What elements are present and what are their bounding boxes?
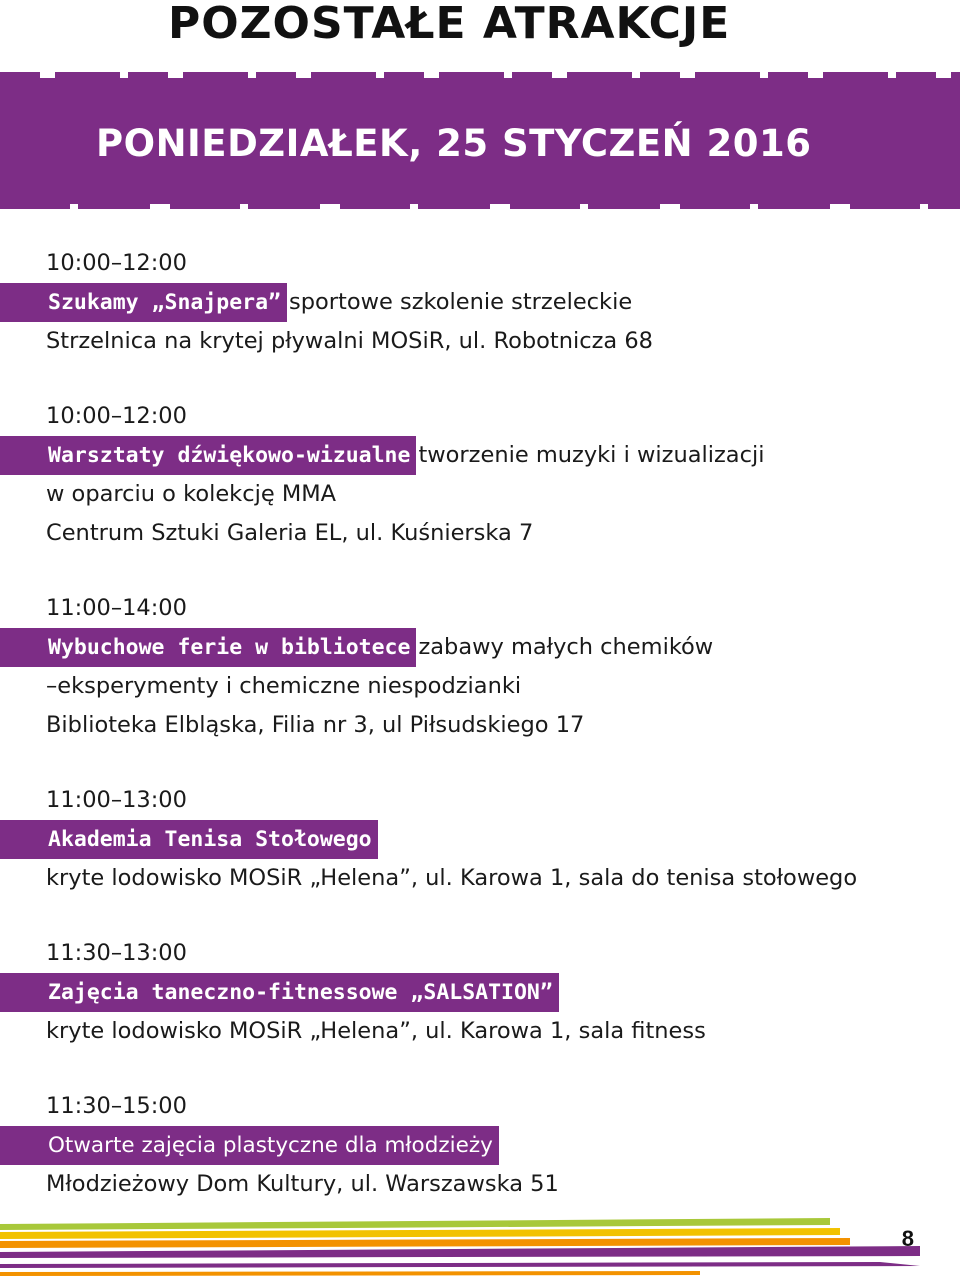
stripe-purple <box>0 1246 920 1258</box>
event-description-cont: w oparciu o kolekcję MMA <box>46 481 337 507</box>
event-time: 11:00–14:00 <box>46 595 187 621</box>
stripe-yellow <box>0 1228 840 1239</box>
event-name: Otwarte zajęcia plastyczne dla młodzieży <box>0 1126 499 1165</box>
event-time: 11:00–13:00 <box>46 787 187 813</box>
event-name: Warsztaty dźwiękowo-wizualne <box>0 436 416 475</box>
event-time: 10:00–12:00 <box>46 250 187 276</box>
events-list <box>46 244 946 1240</box>
event-name: Zajęcia taneczno-fitnessowe „SALSATION” <box>0 973 559 1012</box>
event-item <box>46 397 946 553</box>
date-banner-text: PONIEDZIAŁEK, 25 STYCZEŃ 2016 <box>96 122 812 165</box>
decorative-stripes <box>0 1218 960 1283</box>
stripe-orange-low <box>0 1271 700 1276</box>
event-time: 10:00–12:00 <box>46 403 187 429</box>
event-name: Wybuchowe ferie w bibliotece <box>0 628 416 667</box>
event-location: kryte lodowisko MOSiR „Helena”, ul. Karowa 1, sala fitness <box>46 1018 706 1044</box>
stripe-orange <box>0 1238 850 1248</box>
event-item <box>46 244 946 361</box>
event-item <box>46 589 946 745</box>
event-location: Strzelnica na krytej pływalni MOSiR, ul. Robotnicza 68 <box>46 328 653 354</box>
event-description: sportowe szkolenie strzeleckie <box>289 289 633 315</box>
page-title: POZOSTAŁE ATRAKCJE <box>168 0 731 49</box>
event-location: kryte lodowisko MOSiR „Helena”, ul. Karowa 1, sala do tenisa stołowego <box>46 865 858 891</box>
event-description-cont: –eksperymenty i chemiczne niespodzianki <box>46 673 522 699</box>
event-item <box>46 934 946 1051</box>
event-description: zabawy małych chemików <box>418 634 714 660</box>
page-number: 8 <box>901 1226 914 1251</box>
event-name: Szukamy „Snajpera” <box>0 283 287 322</box>
event-location: Młodzieżowy Dom Kultury, ul. Warszawska 51 <box>46 1171 559 1197</box>
event-item <box>46 1087 946 1204</box>
event-name: Akademia Tenisa Stołowego <box>0 820 378 859</box>
event-time: 11:30–13:00 <box>46 940 187 966</box>
event-item <box>46 781 946 898</box>
event-location: Biblioteka Elbląska, Filia nr 3, ul Piłsudskiego 17 <box>46 712 585 738</box>
event-time: 11:30–15:00 <box>46 1093 187 1119</box>
stripe-green <box>0 1218 830 1230</box>
event-description: tworzenie muzyki i wizualizacji <box>418 442 765 468</box>
event-location: Centrum Sztuki Galeria EL, ul. Kuśnierska 7 <box>46 520 534 546</box>
stripe-purple-thin <box>0 1262 920 1268</box>
